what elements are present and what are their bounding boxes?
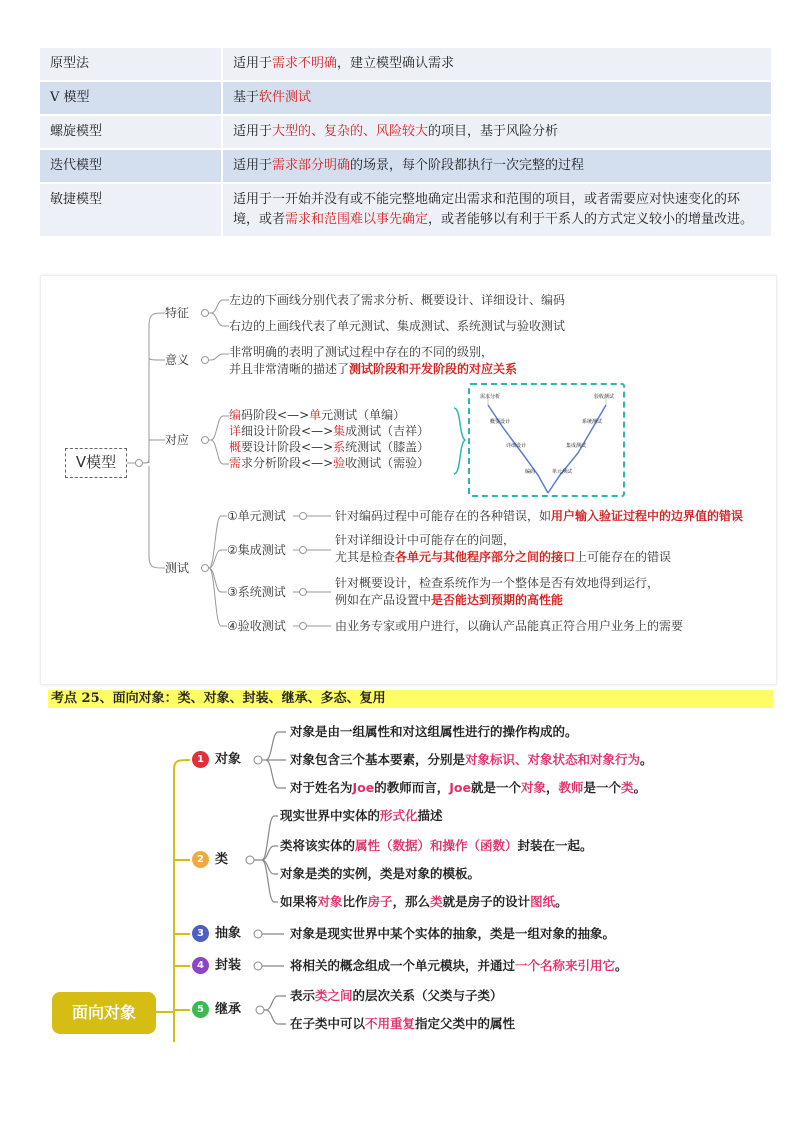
unit-test-label: ①单元测试	[227, 509, 286, 523]
desc-fragment: 需求不明确	[272, 56, 338, 71]
desc-fragment: 大型的、复杂的、风险较大	[272, 124, 429, 139]
testing-label: 测试	[165, 561, 190, 575]
badge-4: 4	[192, 957, 209, 974]
acceptance-test-desc: 由业务专家或用户进行，以确认产品能真正符合用户业务上的需要	[335, 619, 684, 633]
model-name-cell: 螺旋模型	[40, 115, 222, 149]
class-leaf-4: 如果将对象比作房子，那么类就是房子的设计图纸。	[280, 894, 568, 909]
node-abstraction: 3 抽象	[192, 925, 241, 943]
desc-fragment: 基于	[233, 90, 260, 105]
model-desc-cell	[222, 115, 771, 149]
model-desc-cell	[222, 48, 771, 81]
system-test-desc-2: 例如在产品设置中是否能达到预期的高性能	[335, 593, 564, 607]
feature-right: 右边的上画线代表了单元测试、集成测试、系统测试与验收测试	[229, 319, 566, 333]
node-class: 2 类	[192, 851, 228, 869]
node-inheritance: 5 继承	[192, 1001, 241, 1019]
meaning-label: 意义	[165, 353, 190, 367]
section-heading: 考点 25、面向对象：类、对象、封装、继承、多态、复用	[48, 690, 773, 708]
diagram-label: 需求分析	[480, 394, 501, 400]
class-leaf-2: 类将该实体的属性（数据）和操作（函数）封装在一起。	[280, 838, 593, 853]
diagram-label: 验收测试	[594, 394, 615, 400]
model-desc-cell	[222, 183, 771, 237]
desc-fragment: ，或者能够以有利于干系人的方式定义较小的增量改进。	[428, 212, 754, 227]
model-name-cell: 迭代模型	[40, 149, 222, 183]
mapping-label: 对应	[165, 433, 190, 447]
table-row	[40, 48, 771, 81]
unit-test-desc: 针对编码过程中可能存在的各种错误，如用户输入验证过程中的边界值的错误	[335, 509, 744, 523]
desc-fragment: ，建立模型确认需求	[337, 56, 455, 71]
desc-fragment: 适用于	[233, 124, 273, 139]
desc-fragment: 软件测试	[259, 90, 312, 105]
meaning-line-1: 非常明确的表明了测试过程中存在的不同的级别，	[229, 345, 494, 359]
abstraction-leaf: 对象是现实世界中某个实体的抽象，类是一组对象的抽象。	[290, 926, 616, 941]
desc-fragment: 的项目，基于风险分析	[428, 124, 559, 139]
features-label: 特征	[165, 306, 190, 320]
diagram-label: 编码	[525, 469, 536, 475]
node-encapsulation: 4 封装	[192, 957, 241, 975]
v-model-diagram	[468, 383, 625, 497]
desc-fragment: 需求和范围难以事先确定	[285, 212, 429, 227]
object-leaf-3: 对于姓名为Joe的教师而言，Joe就是一个对象，教师是一个类。	[290, 780, 647, 795]
mapping-item: 编码阶段<—>单元测试（单编）	[229, 408, 406, 422]
diagram-label: 详细设计	[506, 443, 527, 449]
diagram-label: 单元测试	[552, 469, 573, 475]
v-model-root: V模型	[65, 448, 127, 478]
badge-2: 2	[192, 851, 209, 868]
model-desc-cell	[222, 81, 771, 115]
desc-fragment: 适用于	[233, 158, 273, 173]
desc-fragment: 适用于一开始并没有或不能完整地确定出需求和范围的项目，或者需要应对快速变化的环境，或者	[233, 192, 741, 227]
inheritance-leaf-2: 在子类中可以不用重复指定父类中的属性	[290, 1016, 516, 1031]
class-leaf-1: 现实世界中实体的形式化描述	[280, 808, 443, 823]
integration-test-desc-2: 尤其是检查各单元与其他程序部分之间的接口上可能存在的错误	[335, 550, 672, 564]
integration-test-desc-1: 针对详细设计中可能存在的问题，	[335, 533, 516, 547]
model-name-cell: V 模型	[40, 81, 222, 115]
diagram-label: 系统测试	[582, 419, 603, 425]
desc-fragment: 需求部分明确	[272, 158, 351, 173]
desc-fragment: 适用于	[233, 56, 273, 71]
v-shape-lines	[470, 385, 627, 499]
object-leaf-1: 对象是由一组属性和对这组属性进行的操作构成的。	[290, 724, 578, 739]
model-desc-cell	[222, 149, 771, 183]
oop-mindmap	[0, 712, 800, 1052]
table-row	[40, 183, 771, 237]
object-leaf-2: 对象包含三个基本要素，分别是对象标识、对象状态和对象行为。	[290, 752, 653, 767]
oop-root: 面向对象	[52, 992, 156, 1034]
diagram-label: 概要设计	[490, 419, 511, 425]
node-object: 1 对象	[192, 751, 241, 769]
feature-left: 左边的下画线分别代表了需求分析、概要设计、详细设计、编码	[229, 293, 566, 307]
integration-test-label: ②集成测试	[227, 543, 286, 557]
mapping-item: 需求分析阶段<—>验收测试（需验）	[229, 456, 430, 470]
system-test-desc-1: 针对概要设计，检查系统作为一个整体是否有效地得到运行，	[335, 576, 660, 590]
mapping-item: 详细设计阶段<—>集成测试（吉祥）	[229, 424, 430, 438]
model-name-cell: 敏捷模型	[40, 183, 222, 237]
table-row	[40, 149, 771, 183]
v-model-mindmap	[40, 275, 777, 685]
table-body	[40, 48, 771, 237]
mapping-item: 概要设计阶段<—>系统测试（膝盖）	[229, 440, 430, 454]
process-model-table	[40, 48, 771, 238]
system-test-label: ③系统测试	[227, 585, 286, 599]
desc-fragment: 的场景，每个阶段都执行一次完整的过程	[350, 158, 585, 173]
badge-3: 3	[192, 925, 209, 942]
acceptance-test-label: ④验收测试	[227, 619, 286, 633]
class-leaf-3: 对象是类的实例，类是对象的模板。	[280, 866, 481, 881]
inheritance-leaf-1: 表示类之间的层次关系（父类与子类）	[290, 988, 503, 1003]
mapping-list	[229, 407, 429, 471]
meaning-line-2: 并且非常清晰的描述了测试阶段和开发阶段的对应关系	[229, 362, 518, 376]
diagram-label: 集成测试	[566, 443, 587, 449]
table-row	[40, 81, 771, 115]
encapsulation-leaf: 将相关的概念组成一个单元模块，并通过一个名称来引用它。	[290, 958, 628, 973]
model-name-cell: 原型法	[40, 48, 222, 81]
badge-1: 1	[192, 751, 209, 768]
table-row	[40, 115, 771, 149]
badge-5: 5	[192, 1001, 209, 1018]
